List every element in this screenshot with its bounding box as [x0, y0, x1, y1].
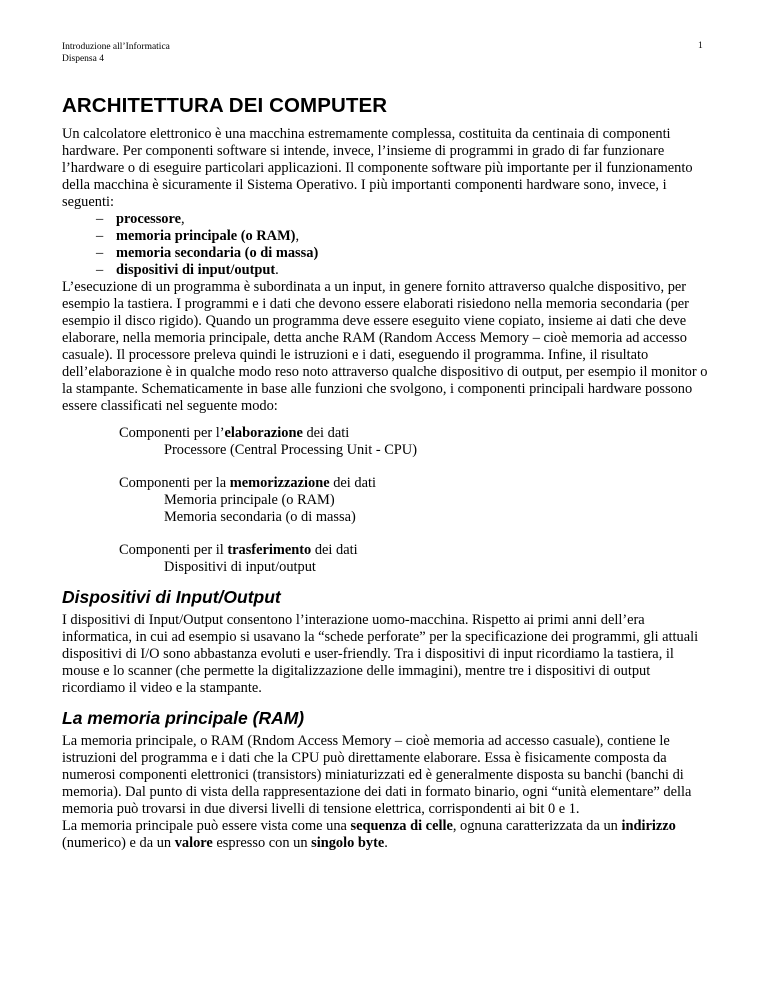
list-item-label: dispositivi di input/output [116, 262, 276, 278]
group-heading [119, 475, 712, 492]
ram-paragraph-2 [62, 818, 712, 852]
group-heading-prefix: Componenti per il [119, 542, 228, 558]
text-run: . [384, 835, 388, 851]
group-item: Memoria secondaria (o di massa) [164, 509, 356, 525]
list-item-punct: , [295, 228, 300, 244]
group-heading-prefix: Componenti per l’ [119, 425, 225, 441]
component-group-transfer [119, 542, 712, 576]
text-run: La memoria principale può essere vista come una [62, 818, 351, 834]
group-keyword: memorizzazione [229, 475, 330, 491]
section-heading-ram: La memoria principale (RAM) [62, 708, 305, 728]
bold-term-value: valore [174, 835, 213, 851]
group-item: Processore (Central Processing Unit - CPU) [164, 442, 417, 458]
group-heading-suffix: dei dati [311, 542, 358, 558]
dash-bullet: – [96, 228, 104, 244]
bold-term-byte: singolo byte [311, 835, 385, 851]
header-handout: Dispensa 4 [62, 54, 104, 64]
group-keyword: elaborazione [224, 425, 303, 441]
header-course: Introduzione all’Informatica [62, 42, 170, 52]
group-item: Memoria principale (o RAM) [164, 492, 335, 508]
document-body [62, 94, 712, 852]
dash-bullet: – [96, 245, 104, 261]
list-item-punct: , [181, 211, 185, 227]
group-item: Dispositivi di input/output [164, 559, 316, 575]
page-number: 1 [698, 41, 703, 51]
intro-paragraph: Un calcolatore elettronico è una macchina estremamente complessa, costituita da centinaia di componenti hardware. Per componenti software si intende, invece, l’insieme di programmi in grado di far funzionare l’hardware o di eseguire particolari applicazioni. Il componente software più importante per il funzionamento della macchina è sicuramente il Sistema Operativo. I più importanti componenti hardware sono, invece, i seguenti: [62, 126, 693, 210]
list-item [96, 211, 712, 228]
bold-term-address: indirizzo [621, 818, 676, 834]
hardware-list [62, 211, 712, 279]
list-item-punct: . [275, 262, 279, 278]
list-item [96, 245, 712, 262]
execution-paragraph: L’esecuzione di un programma è subordinata a un input, in genere fornito attraverso qualche dispositivo, per esempio la tastiera. I programmi e i dati che devono essere elaborati risiedono nella memoria secondaria (per esempio il disco rigido). Quando un programma deve essere eseguito viene copiato, insieme ai dati che deve elaborare, nella memoria principale, detta anche RAM (Random Access Memory – cioè memoria ad accesso casuale). Il processore preleva quindi le istruzioni e i dati, eseguendo il programma. Infine, il risultato dell’elaborazione è in qualche modo reso noto attraverso qualche dispositivo di output, per esempio il monitor o la stampante. Schematicamente in base alle funzioni che svolgono, i componenti principali hardware possono essere classificati nel seguente modo: [62, 279, 708, 414]
section-heading-io: Dispositivi di Input/Output [62, 587, 281, 607]
text-run: , ognuna caratterizzata da un [452, 818, 622, 834]
running-header [62, 41, 170, 65]
dash-bullet: – [96, 211, 104, 227]
group-heading-prefix: Componenti per la [119, 475, 230, 491]
group-keyword: trasferimento [227, 542, 312, 558]
component-group-processing [119, 425, 712, 459]
page-title: ARCHITETTURA DEI COMPUTER [62, 94, 388, 117]
list-item-label: memoria principale (o RAM) [116, 228, 296, 244]
component-groups [119, 425, 712, 576]
ram-paragraph-1: La memoria principale, o RAM (Rndom Access Memory – cioè memoria ad accesso casuale), contiene le istruzioni del programma e i dati che la CPU può direttamente elaborare. Essa è fisicamente composta da numerosi componenti elettronici (transistors) miniaturizzati ed è generalmente disposta su banchi (banchi di memoria). Dal punto di vista della rappresentazione dei dati in formato binario, ogni “unità elementare” della memoria può trovarsi in due diversi livelli di tensione elettrica, corrispondenti ai bit 0 e 1. [62, 733, 692, 817]
text-run: espresso con un [212, 835, 312, 851]
component-group-storage [119, 475, 712, 526]
io-paragraph: I dispositivi di Input/Output consentono l’interazione uomo-macchina. Rispetto ai primi anni dell’era informatica, in cui ad esempio si usavano la “schede perforate” per la specificazione dei programmi, gli attuali dispositivi di I/O sono abbastanza evoluti e user-friendly. Tra i dispositivi di input ricordiamo la tastiera, il mouse e lo scanner (che permette la digitalizzazione delle immagini), mentre tre i dispositivi di output ricordiamo il video e la stampante. [62, 612, 699, 696]
group-heading [119, 425, 712, 442]
group-heading-suffix: dei dati [329, 475, 376, 491]
group-heading [119, 542, 712, 559]
list-item-label: memoria secondaria (o di massa) [116, 245, 319, 261]
group-heading-suffix: dei dati [302, 425, 350, 441]
list-item [96, 262, 712, 279]
dash-bullet: – [96, 262, 104, 278]
list-item [96, 228, 712, 245]
bold-term-sequence: sequenza di celle [350, 818, 453, 834]
list-item-label: processore [116, 211, 182, 227]
text-run: (numerico) e da un [62, 835, 175, 851]
